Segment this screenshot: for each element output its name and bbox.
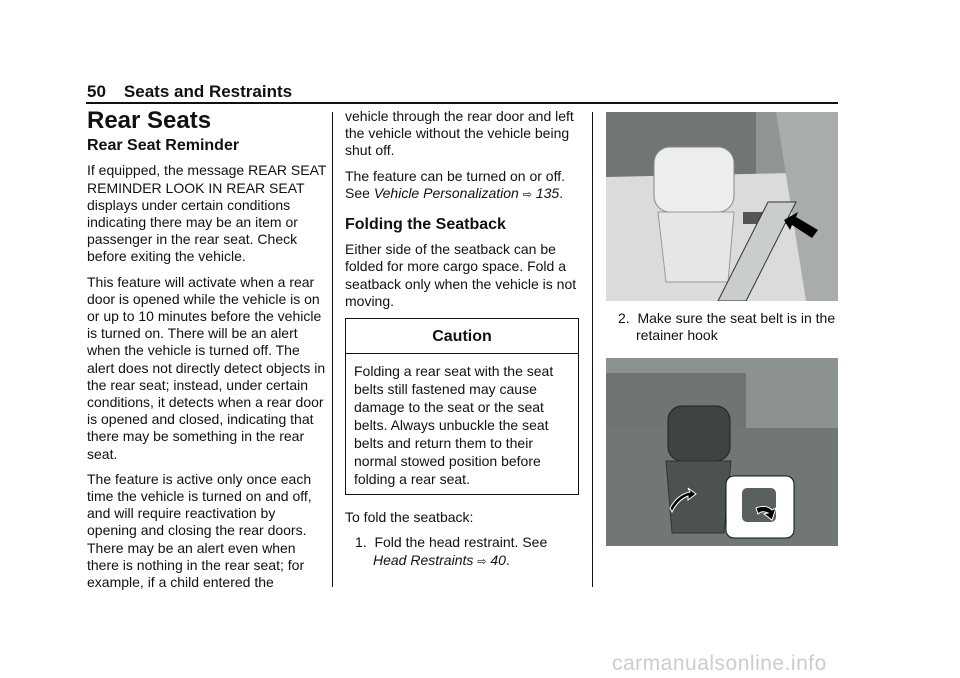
subheading: Folding the Seatback xyxy=(345,216,506,234)
paragraph: If equipped, the message REAR SEAT REMINDER LOOK IN REAR SEAT displays under certain conditions indicating there may be an item or passenger in the rear seat. Check before exiting the vehicle. xyxy=(87,162,327,265)
paragraph: The feature is active only once each time the vehicle is turned on and off, and will require reactivation by opening and closing the rear doors. There may be an alert even when there is nothing in the rear seat; for example, if a child entered the xyxy=(87,470,312,591)
xref-link[interactable]: Head Restraints ⇨ 40 xyxy=(373,551,506,568)
step-2: 2. Make sure the seat belt is in the retainer hook xyxy=(618,310,836,344)
paragraph: To fold the seatback: xyxy=(345,509,474,526)
retainer-hook-illustration xyxy=(606,358,838,546)
section-title: Seats and Restraints xyxy=(123,82,293,101)
paragraph: vehicle through the rear door and left the vehicle without the vehicle being shut off. xyxy=(345,108,574,159)
watermark: carmanualsonline.info xyxy=(612,652,827,675)
page-ref-icon: ⇨ xyxy=(477,555,487,568)
caution-title: Caution xyxy=(346,319,578,354)
page-number: 50 xyxy=(87,82,106,101)
page-title: Rear Seats xyxy=(87,107,212,134)
running-header xyxy=(87,82,310,102)
xref-link[interactable]: Vehicle Personalization ⇨ 135 xyxy=(373,184,560,201)
caution-box xyxy=(345,318,579,495)
column-1 xyxy=(87,104,327,599)
subheading: Rear Seat Reminder xyxy=(87,137,240,155)
paragraph: This feature will activate when a rear door is opened while the vehicle is on or up to 10 minutes before the vehicle is turned on. There will be an alert when the vehicle is turned off. The alert does not directly detect objects in the rear seat; instead, under certain conditions, it detects when a rear door is opened and closed, indicating that there may be something in the rear seat. xyxy=(87,273,326,462)
page-ref-icon: ⇨ xyxy=(522,188,532,201)
seatbelt-guide-illustration xyxy=(606,112,838,301)
column-2 xyxy=(345,108,579,579)
step-1: 1. Fold the head restraint. See Head Restraints ⇨ 40. xyxy=(355,534,548,568)
column-divider xyxy=(592,112,593,587)
paragraph: The feature can be turned on or off. See Vehicle Personalization ⇨ 135. xyxy=(345,167,566,201)
paragraph: Either side of the seatback can be folded for more cargo space. Fold a seatback only when the vehicle is not moving. xyxy=(345,241,577,309)
caution-text: Folding a rear seat with the seat belts still fastened may cause damage to the seat or the seat belts. Always unbuckle the seat belts and return them to their normal stowed position before folding a rear seat. xyxy=(354,363,554,488)
column-divider xyxy=(332,112,333,587)
